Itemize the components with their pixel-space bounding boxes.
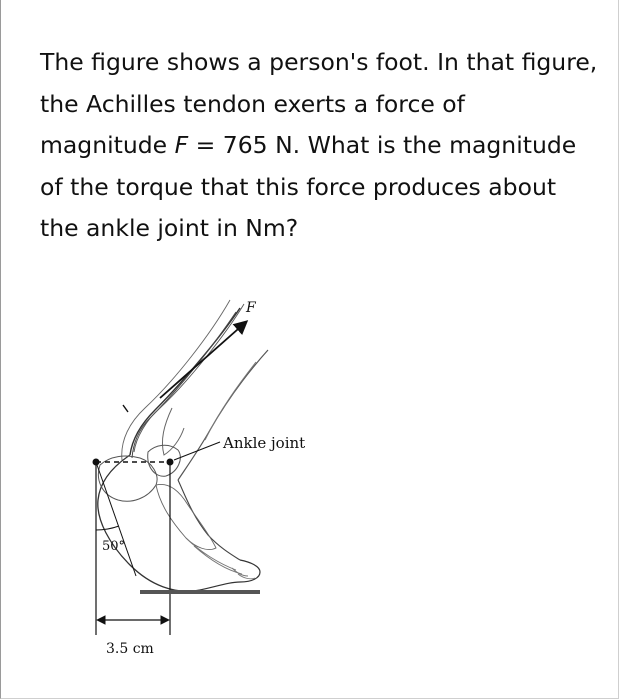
question-line-3-pre: magnitude: [40, 131, 175, 159]
question-line-4: of the torque that this force produces about: [40, 172, 557, 201]
distance-label: 3.5 cm: [106, 641, 154, 657]
sole-outline: [200, 560, 260, 590]
instep-outline: [178, 480, 240, 560]
question-line-3: [40, 125, 610, 167]
tarsal-bones: [156, 484, 216, 549]
force-arrow: [160, 322, 246, 398]
foot-diagram: [60, 290, 360, 665]
foot-figure: [60, 290, 360, 665]
question-line-5: the ankle joint in Nm?: [40, 214, 299, 242]
heel-outline: [98, 455, 200, 591]
talus-bone: [148, 445, 181, 476]
angle-arc: [96, 526, 119, 530]
achilles-tendon-2: [132, 312, 236, 458]
question-line-2: the Achilles tendon exerts a force of: [40, 89, 465, 118]
force-label: F: [246, 300, 256, 316]
ankle-joint-label: Ankle joint: [223, 434, 306, 452]
angle-label: 50°: [102, 539, 126, 554]
ankle-leader-line: [174, 442, 220, 460]
question-line-3-post: = 765 N. What is the magnitude: [188, 131, 577, 159]
force-variable: F: [174, 131, 189, 159]
tendon-tick: [123, 405, 128, 412]
question-text: [40, 42, 610, 250]
angle-line: [96, 462, 136, 576]
tibia-bone: [162, 408, 184, 455]
question-line-1: The figure shows a person's foot. In that figure,: [40, 48, 598, 76]
ground: [140, 590, 260, 594]
